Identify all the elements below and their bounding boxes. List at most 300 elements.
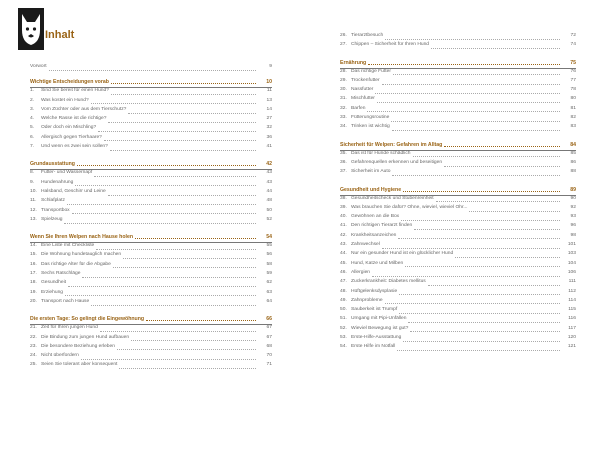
dot-leader (82, 274, 256, 278)
dot-leader (398, 235, 560, 239)
entry-number: 44. (340, 251, 347, 257)
toc-entry[interactable] (340, 233, 576, 242)
entry-label: Sauberkeit ist Trumpf (351, 307, 398, 313)
toc-entry[interactable] (30, 189, 272, 198)
entry-label: Wieviel Bewegung ist gut? (351, 325, 409, 331)
entry-number: 49. (340, 297, 347, 303)
entry-number: 20. (30, 298, 37, 304)
entry-number: 53. (340, 335, 347, 341)
page-number: 93 (570, 214, 576, 220)
dot-leader (108, 119, 256, 123)
page-number: 103 (567, 251, 576, 257)
entry-number: 9. (30, 179, 35, 185)
entry-label: Allergien (351, 269, 371, 275)
page-number: 66 (266, 316, 272, 323)
entry-label: Die Bindung zum jungen Hund aufbauen (41, 334, 130, 340)
page-number: 106 (567, 269, 576, 275)
page-number: 75 (570, 59, 576, 66)
entry-number: 17. (30, 271, 37, 277)
section-title: Gesundheit und Hygiene (340, 186, 402, 193)
toc-entry[interactable] (340, 326, 576, 335)
dot-leader (94, 173, 256, 177)
dot-leader (98, 128, 256, 132)
dot-leader (96, 246, 256, 250)
toc-entry[interactable] (30, 335, 272, 344)
page-number: 42 (266, 161, 272, 168)
entry-label: Fütterungsroutine (351, 115, 390, 121)
toc-entry[interactable] (340, 335, 576, 344)
entry-label: Eine Liste mit Checkliste (41, 243, 95, 249)
toc-entry[interactable] (340, 33, 576, 42)
dot-leader (368, 61, 560, 65)
entry-label: Zahnprobleme (351, 297, 383, 303)
page-number: 27 (266, 116, 272, 122)
entry-number: 2. (30, 97, 35, 103)
toc-entry[interactable] (30, 252, 272, 261)
dot-leader (110, 147, 256, 151)
toc-entry[interactable] (340, 196, 576, 205)
entry-number: 39. (340, 204, 347, 210)
entry-number: 26. (340, 33, 347, 38)
page-number: 67 (266, 325, 272, 331)
dot-leader (128, 110, 256, 114)
toc-entry[interactable] (30, 362, 272, 371)
entry-label: Seien Sie tolerant aber konsequent (41, 362, 118, 368)
dot-leader (123, 255, 256, 259)
page-number: 9 (269, 64, 272, 69)
entry-label: Welche Rasse ist die richtige? (41, 116, 107, 122)
entry-label: Zuckerkrankheit: Diabetes mellitus (351, 279, 426, 285)
entry-number: 28. (340, 68, 347, 74)
dot-leader (408, 319, 560, 323)
entry-number: 29. (340, 77, 347, 83)
page-title: Inhalt (45, 29, 75, 41)
toc-entry[interactable] (30, 198, 272, 207)
dot-leader (403, 188, 560, 192)
page-number: 11 (266, 88, 272, 94)
toc-entry[interactable] (30, 271, 272, 280)
toc-entry[interactable] (340, 289, 576, 298)
dot-leader (131, 337, 256, 341)
page-number: 67 (266, 334, 272, 340)
toc-entry[interactable] (30, 135, 272, 144)
section-heading[interactable] (340, 187, 576, 196)
toc-entry[interactable] (30, 180, 272, 189)
entry-label: Umgang mit Pipi-Unfällen (351, 316, 407, 322)
dot-leader (428, 282, 560, 286)
entry-label: Chippen – Sicherheit für Ihren Hund (351, 42, 430, 48)
toc-left (30, 64, 272, 372)
dot-leader (469, 208, 560, 212)
dot-leader (391, 118, 560, 122)
page-number: 76 (570, 68, 576, 74)
entry-number: 42. (340, 232, 347, 238)
entry-label: Zeit für Ihren jungen Hund (41, 325, 98, 331)
page-number: 96 (570, 223, 576, 229)
dot-leader (385, 300, 560, 304)
dot-leader (49, 67, 256, 71)
entry-number: 16. (30, 261, 37, 267)
toc-entry[interactable] (30, 170, 272, 179)
dog-head-icon (18, 8, 44, 50)
entry-label: Und wenn es zwei sein sollen? (41, 144, 108, 150)
dot-leader (401, 217, 560, 221)
entry-label: Sechs Ratschläge (41, 271, 81, 277)
entry-number: 8. (30, 170, 35, 176)
dot-leader (436, 198, 560, 202)
page-number: 50 (266, 207, 272, 213)
toc-entry[interactable] (340, 279, 576, 288)
entry-label: Hundenahrung (41, 179, 74, 185)
dot-leader (403, 338, 560, 342)
page-number: 90 (570, 195, 576, 201)
toc-entry[interactable] (30, 280, 272, 289)
entry-number: 19. (30, 289, 37, 295)
entry-label: Trinken ist wichtig (351, 124, 390, 130)
dot-leader (431, 45, 560, 49)
entry-number: 13. (30, 216, 37, 222)
page-number: 43 (266, 170, 272, 176)
entry-number: 21. (30, 325, 37, 331)
entry-number: 30. (340, 87, 347, 93)
page-number: 120 (567, 335, 576, 341)
dot-leader (444, 163, 560, 167)
page-number: 88 (570, 169, 576, 175)
entry-label: Erste-Hilfe-Ausstattung (351, 335, 402, 341)
dot-leader (444, 143, 560, 147)
entry-number: 11. (30, 198, 37, 204)
toc-entry[interactable] (340, 223, 576, 232)
toc-entry[interactable] (340, 124, 576, 133)
entry-number: 34. (340, 124, 347, 130)
dot-leader (100, 328, 256, 332)
dot-leader (135, 235, 256, 239)
toc-entry[interactable] (30, 125, 272, 134)
dot-leader (399, 291, 560, 295)
page-number: 111 (568, 279, 576, 285)
entry-label: Gesundheit (41, 280, 67, 286)
toc-entry[interactable] (340, 78, 576, 87)
page-number: 70 (266, 353, 272, 359)
toc-entry[interactable] (30, 217, 272, 226)
dot-leader (111, 80, 256, 84)
entry-number: 14. (30, 243, 37, 249)
toc-entry[interactable] (340, 251, 576, 260)
entry-number: 41. (340, 223, 347, 229)
page-number: 83 (570, 124, 576, 130)
entry-label: Gewöhnen an die Box (351, 214, 400, 220)
page-number: 44 (266, 188, 272, 194)
toc-entry[interactable] (340, 106, 576, 115)
page-number: 14 (266, 106, 272, 112)
entry-label: Nur ein gesunder Hund ist ein glücklicher Hund (351, 251, 454, 257)
dot-leader (405, 263, 560, 267)
dot-leader (75, 182, 256, 186)
entry-label: Das ist für Hunde schädlich (351, 150, 411, 156)
dot-leader (104, 137, 256, 141)
entry-label: Nassfutter (351, 87, 374, 93)
entry-number: 18. (30, 280, 37, 286)
entry-label: Trockenfutter (351, 77, 380, 83)
toc-entry[interactable] (340, 160, 576, 169)
entry-number: 5. (30, 125, 35, 131)
toc-entry[interactable] (30, 344, 272, 353)
entry-label: Das richtige Alter für die Abgabe (41, 261, 111, 267)
toc-entry[interactable] (340, 205, 576, 214)
section-title: Ernährung (340, 59, 367, 66)
toc-right (340, 33, 576, 354)
entry-number: 50. (340, 307, 347, 313)
toc-entry[interactable] (340, 69, 576, 78)
page-number: 56 (266, 252, 272, 258)
entry-number: 38. (340, 195, 347, 201)
dot-leader (119, 365, 256, 369)
entry-number: 52. (340, 325, 347, 331)
dot-leader (455, 254, 560, 258)
toc-entry[interactable] (340, 270, 576, 279)
toc-entry[interactable] (30, 144, 272, 153)
section-heading[interactable] (340, 60, 576, 69)
dot-leader (382, 245, 560, 249)
dot-leader (65, 292, 256, 296)
entry-number: 12. (30, 207, 37, 213)
toc-entry[interactable] (30, 208, 272, 217)
page-number: 68 (266, 343, 272, 349)
dot-leader (393, 71, 560, 75)
entry-number: 31. (340, 96, 347, 102)
page-number: 71 (266, 362, 272, 368)
page-number: 98 (570, 232, 576, 238)
dot-leader (410, 328, 560, 332)
dot-leader (385, 36, 560, 40)
entry-number: 6. (30, 134, 35, 140)
toc-entry[interactable] (30, 299, 272, 308)
entry-number: 3. (30, 106, 35, 112)
dot-leader (382, 81, 560, 85)
toc-entry[interactable] (30, 98, 272, 107)
page-number: 84 (570, 141, 576, 148)
dot-leader (413, 153, 560, 157)
entry-label: Vom Züchter oder aus dem Tierschutz? (41, 106, 127, 112)
entry-label: Oder doch ein Mischling? (41, 125, 97, 131)
entry-number: 35. (340, 150, 347, 156)
page-number: 112 (568, 288, 576, 294)
page-number: 62 (266, 280, 272, 286)
page-number: 86 (570, 159, 576, 165)
toc-entry[interactable] (340, 169, 576, 178)
page-number: 13 (266, 97, 272, 103)
section-title: Sicherheit für Welpen: Gefahren im Alltag (340, 141, 443, 148)
toc-entry[interactable] (340, 87, 576, 96)
entry-label: Nicht überfordern (41, 353, 79, 359)
entry-number: 36. (340, 159, 347, 165)
dot-leader (372, 273, 560, 277)
entry-label: Schlafplatz (41, 198, 65, 204)
toc-entry[interactable] (340, 316, 576, 325)
toc-entry[interactable] (30, 64, 272, 73)
entry-number: 54. (340, 344, 347, 350)
toc-entry[interactable] (340, 96, 576, 105)
entry-number: 10. (30, 188, 37, 194)
page-number: 41 (266, 144, 272, 150)
entry-number: 46. (340, 269, 347, 275)
entry-label: Was brauchen Sie dafür? Ohne, wieviel, wieviel Ohr... (351, 204, 468, 210)
entry-number: 27. (340, 42, 347, 48)
section-heading[interactable] (30, 316, 272, 325)
entry-label: Die besondere Beziehung erleben (41, 343, 115, 349)
entry-number: 24. (30, 353, 37, 359)
dot-leader (392, 172, 560, 176)
page-number: 59 (266, 271, 272, 277)
page-number: 36 (266, 134, 272, 140)
dot-leader (392, 127, 560, 131)
toc-entry[interactable] (30, 262, 272, 271)
entry-number: 37. (340, 169, 347, 175)
right-page (300, 0, 600, 463)
entry-number: 48. (340, 288, 347, 294)
page-number: 64 (266, 298, 272, 304)
toc-entry[interactable] (340, 344, 576, 353)
entry-number: 22. (30, 334, 37, 340)
page-number: 32 (266, 125, 272, 131)
toc-entry[interactable] (340, 115, 576, 124)
dot-leader (77, 162, 256, 166)
entry-label: Gesundheitscheck und Stubenreinheit (351, 195, 434, 201)
entry-number: 45. (340, 260, 347, 266)
toc-entry[interactable] (340, 151, 576, 160)
dot-leader (91, 302, 256, 306)
entry-number: 25. (30, 362, 37, 368)
entry-number: 51. (340, 316, 347, 322)
entry-label: Transportbox (41, 207, 70, 213)
entry-label: Den richtigen Tierarzt finden (351, 223, 413, 229)
section-title: Wenn Sie Ihren Welpen nach Hause holen (30, 234, 134, 241)
entry-label: Sicherheit im Auto (351, 169, 391, 175)
section-heading[interactable] (30, 79, 272, 88)
section-title: Wichtige Entscheidungen vorab (30, 79, 109, 86)
entry-label: Das richtige Futter (351, 68, 391, 74)
dot-leader (414, 226, 560, 230)
dot-leader (377, 99, 560, 103)
entry-number: 1. (30, 88, 35, 94)
entry-label: Gefahrenquellen erkennen und beseitigen (351, 159, 443, 165)
page-number: 80 (570, 96, 576, 102)
entry-label: Mischfutter (351, 96, 375, 102)
entry-label: Hund, Katze und Milben (351, 260, 404, 266)
entry-label: Erste Hilfe im Notfall (351, 344, 396, 350)
dot-leader (397, 347, 560, 351)
toc-entry[interactable] (340, 242, 576, 251)
entry-number: 47. (340, 279, 347, 285)
toc-entry[interactable] (340, 298, 576, 307)
section-heading[interactable] (30, 234, 272, 243)
dot-leader (146, 317, 256, 321)
page-number: 92 (570, 204, 576, 210)
entry-number: 7. (30, 144, 35, 150)
toc-entry[interactable] (30, 325, 272, 334)
entry-label: Hüftgelenksdysplasie (351, 288, 398, 294)
page-number: 58 (266, 261, 272, 267)
dot-leader (91, 100, 256, 104)
page-number: 63 (266, 289, 272, 295)
entry-number: 4. (30, 116, 35, 122)
toc-entry[interactable] (340, 261, 576, 270)
page-number: 114 (568, 297, 576, 303)
entry-number: 23. (30, 343, 37, 349)
toc-entry[interactable] (340, 42, 576, 51)
entry-number: 15. (30, 252, 37, 258)
dot-leader (375, 90, 560, 94)
section-title: Grundausstattung (30, 161, 75, 168)
page-number: 72 (570, 33, 576, 38)
dot-leader (64, 220, 256, 224)
page-number: 77 (570, 77, 576, 83)
page-number: 81 (570, 105, 576, 111)
page-number: 121 (567, 344, 576, 350)
page-number: 43 (266, 179, 272, 185)
page-number: 117 (568, 325, 576, 331)
page-number: 101 (567, 242, 576, 248)
dot-leader (111, 91, 256, 95)
page-number: 52 (266, 216, 272, 222)
dot-leader (67, 201, 256, 205)
page-number: 74 (570, 42, 576, 48)
entry-label: Die Wohnung hundetauglich machen (41, 252, 122, 258)
entry-number: 40. (340, 214, 347, 220)
entry-label: Sind Sie bereit für einen Hund? (41, 88, 109, 94)
entry-number: 33. (340, 115, 347, 121)
entry-label: Zahnwechsel (351, 242, 380, 248)
page-number: 48 (266, 198, 272, 204)
section-heading[interactable] (340, 142, 576, 151)
entry-label: Halsband, Geschirr und Leine (41, 188, 106, 194)
entry-number: 32. (340, 105, 347, 111)
toc-entry[interactable] (30, 88, 272, 97)
dot-leader (117, 346, 256, 350)
toc-entry[interactable] (30, 290, 272, 299)
page-number: 54 (266, 234, 272, 241)
page-number: 104 (567, 260, 576, 266)
entry-number: 43. (340, 242, 347, 248)
page-number: 85 (570, 150, 576, 156)
entry-label: Transport nach Hause (41, 298, 90, 304)
dot-leader (68, 283, 256, 287)
dot-leader (399, 310, 560, 314)
page-number: 116 (568, 316, 576, 322)
dot-leader (81, 356, 256, 360)
page-number: 10 (266, 79, 272, 86)
page-number: 82 (570, 115, 576, 121)
entry-label: Barfen (351, 105, 366, 111)
entry-label: Allergisch gegen Tierhaare? (41, 134, 102, 140)
entry-label: Tierarztbesuch (351, 33, 384, 38)
dot-leader (72, 210, 256, 214)
section-title: Die ersten Tage: So gelingt die Eingewöhnung (30, 316, 145, 323)
entry-label: Erziehung (41, 289, 64, 295)
page-number: 55 (266, 243, 272, 249)
page-number: 89 (570, 186, 576, 193)
entry-label: Krankheitsanzeichen (351, 232, 397, 238)
dot-leader (113, 264, 256, 268)
page-number: 115 (568, 307, 576, 313)
dot-leader (108, 192, 256, 196)
dot-leader (367, 108, 560, 112)
entry-label: Was kostet ein Hund? (41, 97, 89, 103)
toc-entry[interactable] (30, 107, 272, 116)
page-number: 78 (570, 87, 576, 93)
entry-label: Futter- und Wassernapf (41, 170, 93, 176)
entry-label: Spielzeug (41, 216, 63, 222)
